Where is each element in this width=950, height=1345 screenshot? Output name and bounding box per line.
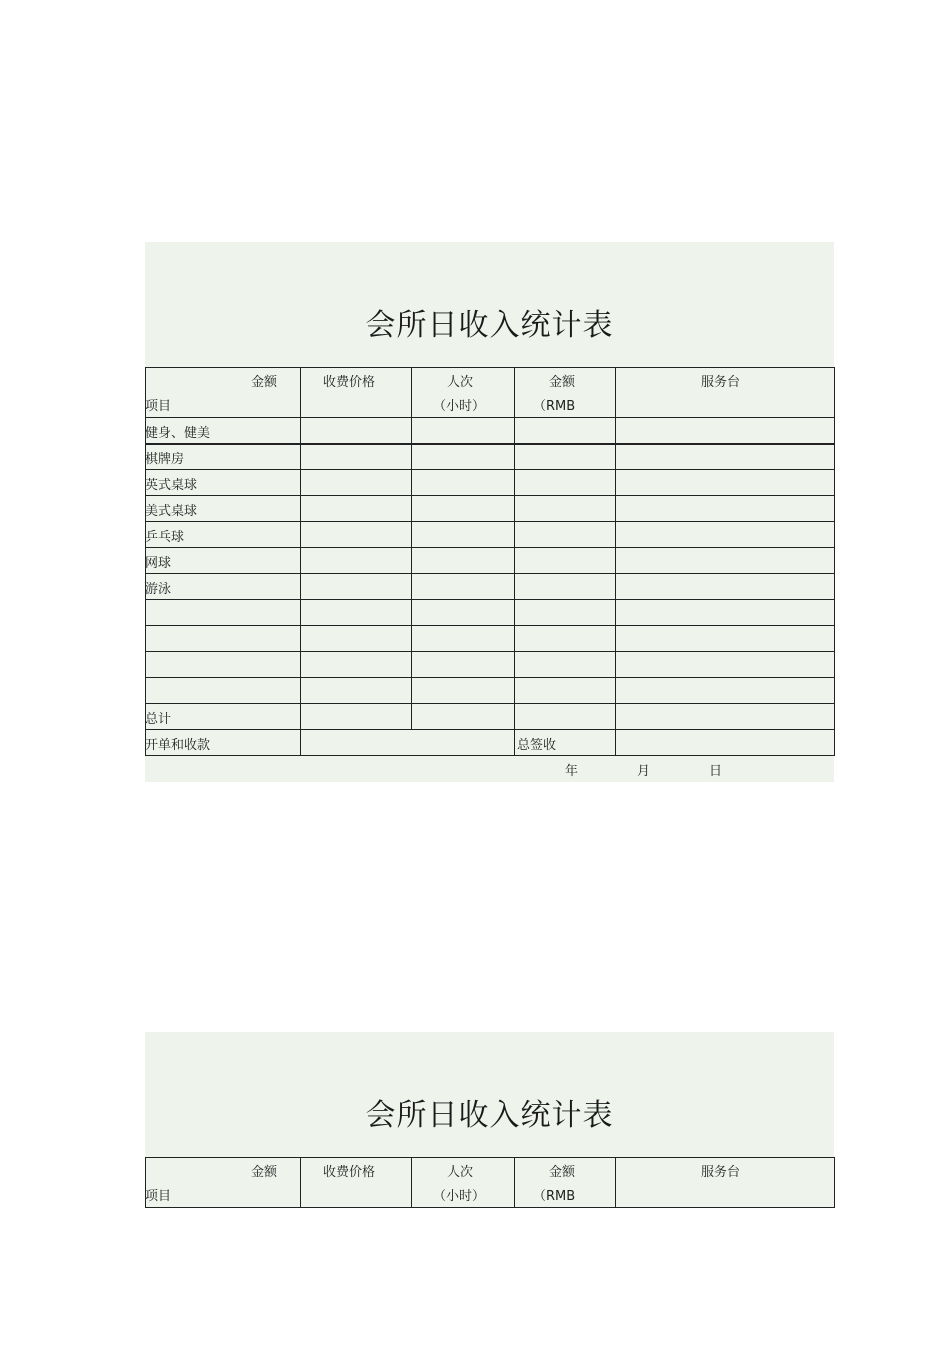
sheet-2 xyxy=(145,1032,834,1208)
header-amount-corner: 金额 xyxy=(251,375,278,390)
cashier-label: 开单和收款 xyxy=(145,738,211,753)
sheet-1 xyxy=(145,242,834,782)
header-item-corner: 项目 xyxy=(145,1189,172,1204)
header-count: 人次 xyxy=(447,1165,474,1180)
header-desk: 服务台 xyxy=(701,375,741,390)
title-area xyxy=(145,1032,834,1157)
sign-label: 总签收 xyxy=(517,738,557,753)
row-label: 网球 xyxy=(145,556,172,571)
date-day: 日 xyxy=(709,764,723,779)
row-label: 健身、健美 xyxy=(145,426,211,441)
header-amount-unit: （RMB xyxy=(533,399,576,414)
header-count: 人次 xyxy=(447,375,474,390)
header-price: 收费价格 xyxy=(323,375,376,390)
header-count-unit: （小时） xyxy=(433,1189,486,1204)
row-label: 英式桌球 xyxy=(145,478,198,493)
row-label: 美式桌球 xyxy=(145,504,198,519)
page-title: 会所日收入统计表 xyxy=(365,308,614,343)
page-title: 会所日收入统计表 xyxy=(365,1098,614,1133)
row-label: 乒乓球 xyxy=(145,530,185,545)
header-count-unit: （小时） xyxy=(433,399,486,414)
header-desk: 服务台 xyxy=(701,1165,741,1180)
total-label: 总计 xyxy=(145,712,172,727)
header-amount-corner: 金额 xyxy=(251,1165,278,1180)
header-amount-unit: （RMB xyxy=(533,1189,576,1204)
row-label: 棋牌房 xyxy=(145,452,185,467)
header-amount: 金额 xyxy=(549,1165,576,1180)
header-item-corner: 项目 xyxy=(145,399,172,414)
date-year: 年 xyxy=(565,764,579,779)
header-amount: 金额 xyxy=(549,375,576,390)
date-month: 月 xyxy=(637,764,651,779)
title-area xyxy=(145,242,834,367)
row-label: 游泳 xyxy=(145,582,172,597)
header-price: 收费价格 xyxy=(323,1165,376,1180)
